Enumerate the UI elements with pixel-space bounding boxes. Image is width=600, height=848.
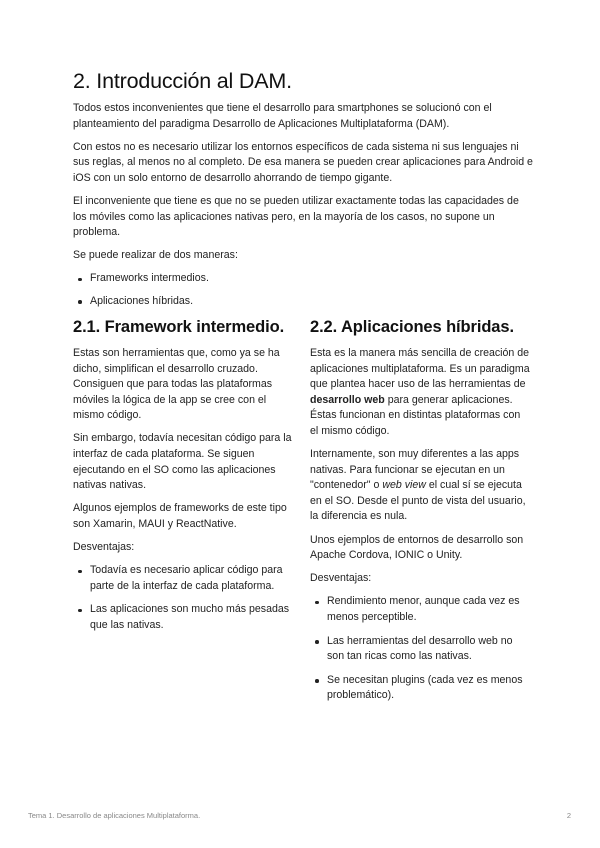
list-item: Rendimiento menor, aunque cada vez es menos perceptible. <box>310 594 530 625</box>
page-title: 2. Introducción al DAM. <box>73 69 292 93</box>
text: Esta es la manera más sencilla de creación de aplicaciones multiplataforma. Es un paradigma que plantea hacer uso de las herramientas de <box>310 347 530 391</box>
paragraph: Estas son herramientas que, como ya se ha dicho, simplifican el desarrollo cruzado. Consiguen que para todas las plataformas móviles la lógica de la app se cree con el mismo código. <box>73 347 280 422</box>
list-item: Las aplicaciones son mucho más pesadas que las nativas. <box>73 602 295 633</box>
page-number: 2 <box>566 811 571 820</box>
italic-text: web view <box>382 479 426 492</box>
intro-section <box>73 101 533 317</box>
section-aplicaciones-hibridas <box>310 317 530 712</box>
text: Internamente, son muy diferentes a las apps nativas. Para funcionar se ejecutan en un "contenedor" o <box>310 448 520 492</box>
paragraph: Algunos ejemplos de frameworks de este tipo son Xamarin, MAUI y ReactNative. <box>73 502 287 530</box>
list-item: Frameworks intermedios. <box>73 271 533 287</box>
paragraph: Unos ejemplos de entornos de desarrollo son Apache Cordova, IONIC o Unity. <box>310 533 524 562</box>
footer-title: Tema 1. Desarrollo de aplicaciones Multiplataforma. <box>28 811 201 820</box>
list-item: Las herramientas del desarrollo web no son tan ricas como las nativas. <box>310 634 530 665</box>
intro-paragraph-2: Con estos no es necesario utilizar los entornos específicos de cada sistema ni sus lenguajes ni sus reglas, al menos no al completo. De esa manera se pueden crear aplicaciones para Android e iOS con un solo entorno de desarrollo ahorrando de tiempo gigante. <box>73 140 533 184</box>
list-item: Se necesitan plugins (cada vez es menos problemático). <box>310 673 530 704</box>
text: el cual sí se ejecuta en el SO. Desde el punto de vista del usuario, la diferencia es nula. <box>310 479 526 523</box>
intro-paragraph-1: Todos estos inconvenientes que tiene el desarrollo para smartphones se solucionó con el planteamiento del paradigma Desarrollo de Aplicaciones Multiplataforma (DAM). <box>73 102 492 130</box>
paragraph <box>310 346 530 440</box>
intro-list <box>73 271 533 309</box>
paragraph: Sin embargo, todavía necesitan código para la interfaz de cada plataforma. Se siguen ejecutando en el SO como las aplicaciones nativas nativas. <box>73 432 292 492</box>
section-heading: 2.2. Aplicaciones híbridas. <box>310 318 514 336</box>
intro-paragraph-4: Se puede realizar de dos maneras: <box>73 249 238 262</box>
paragraph: Desventajas: <box>73 541 135 554</box>
bold-text: desarrollo web <box>310 393 385 406</box>
section-heading: 2.1. Framework intermedio. <box>73 318 285 336</box>
list-item: Todavía es necesario aplicar código para parte de la interfaz de cada plataforma. <box>73 563 295 594</box>
section-framework-intermedio <box>73 317 295 642</box>
intro-paragraph-3: El inconveniente que tiene es que no se pueden utilizar exactamente todas las capacidades de los móviles como las aplicaciones nativas pero, en la mayoría de los casos, no supone un problema. <box>73 194 519 239</box>
text: para generar aplicaciones. Éstas funcionan en distintas plataformas con el mismo código. <box>310 393 521 437</box>
disadvantages-list <box>310 594 530 704</box>
disadvantages-list <box>73 563 295 633</box>
paragraph: Desventajas: <box>310 572 372 585</box>
paragraph <box>310 447 530 525</box>
list-item: Aplicaciones híbridas. <box>73 294 533 310</box>
